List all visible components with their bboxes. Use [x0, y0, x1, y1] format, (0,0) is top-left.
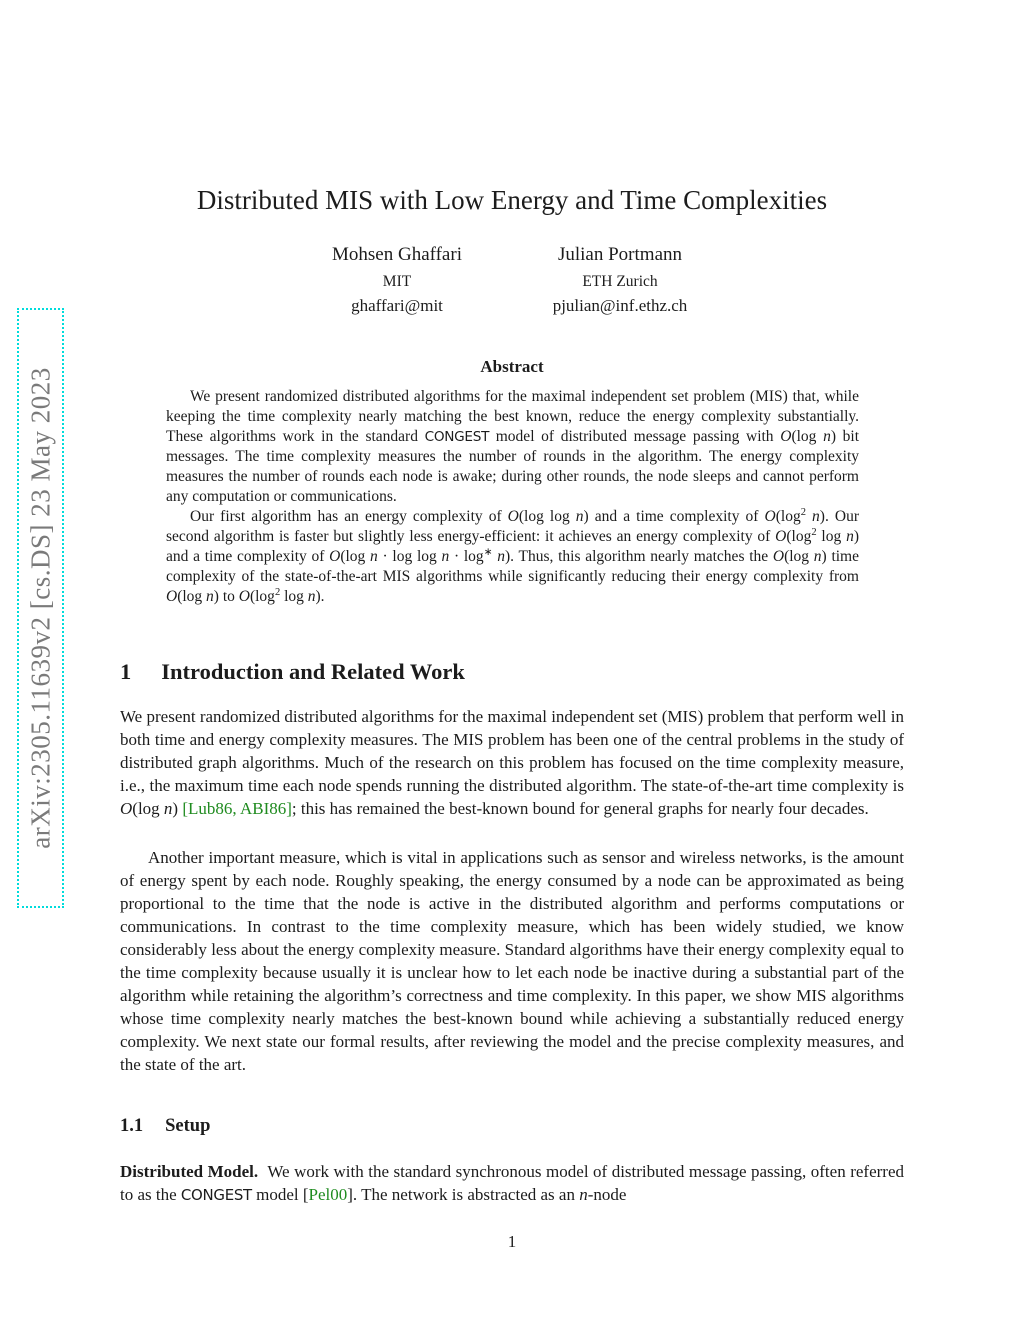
author-email: ghaffari@mit — [351, 296, 443, 315]
citation-link[interactable]: [Lub86, ABI86] — [182, 799, 292, 818]
section-title: Setup — [165, 1116, 211, 1136]
text-segment: ). — [315, 588, 325, 605]
text-segment: n — [497, 548, 505, 565]
abstract-body — [166, 387, 859, 607]
text-segment: ) time complexity of the state-of-the-art MIS algorithms while significantly reducing their energy complexity from — [166, 548, 859, 585]
text-segment: We present randomized distributed algorithms for the maximal independent set problem (MIS) that, while keeping the time complexity nearly matching the best known, reduce the energy complexity substantially. These algorithms work in the standard — [166, 388, 859, 445]
text-segment: log — [280, 588, 308, 605]
text-segment: ; this has remained the best-known bound for general graphs for nearly four decades. — [291, 799, 869, 818]
text-segment: n — [823, 428, 831, 445]
text-segment: n — [846, 528, 854, 545]
text-segment: O — [329, 548, 341, 565]
text-segment: · log log — [377, 548, 442, 565]
text-segment: (log — [775, 508, 801, 525]
section-number: 1 — [120, 659, 132, 684]
text-segment: O — [764, 508, 776, 525]
text-segment: ) and a time complexity of — [166, 528, 859, 565]
text-segment: ) bit messages. The time complexity measures the number of rounds in the algorithm. The energy complexity measures the number of rounds each node is awake; during other rounds, the node sleeps and cannot perform any computation or communications. — [166, 428, 860, 505]
text-segment: O — [775, 528, 787, 545]
intro-paragraph-2 — [120, 846, 904, 1076]
text-segment: CONGEST — [180, 1186, 252, 1204]
paragraph-text — [120, 1160, 904, 1207]
paragraph-text — [120, 705, 904, 820]
text-segment: log — [816, 528, 847, 545]
citation-link[interactable]: Pel00 — [308, 1185, 348, 1204]
text-segment: n — [579, 1185, 588, 1204]
author-affiliation: ETH Zurich — [582, 273, 658, 290]
text-segment: ) — [172, 799, 183, 818]
author-name: Mohsen Ghaffari — [332, 244, 462, 265]
text-segment: 2 — [811, 526, 817, 538]
author-block-2 — [500, 243, 740, 317]
text-segment: ∗ — [483, 546, 493, 558]
text-segment: ) to — [213, 588, 239, 605]
abstract-paragraph-2 — [166, 507, 859, 607]
text-segment: 2 — [274, 586, 281, 598]
paper-title: Distributed MIS with Low Energy and Time Complexities — [196, 185, 828, 215]
author-affiliation: MIT — [382, 273, 412, 290]
paragraph-text — [120, 846, 904, 1076]
author-block-1 — [277, 243, 517, 317]
section-number: 1.1 — [120, 1116, 144, 1136]
text-segment: O — [507, 508, 519, 525]
text-segment: n — [575, 508, 584, 525]
subsection-heading-1-1 — [120, 1116, 210, 1137]
text-segment: O — [772, 548, 785, 565]
text-segment: (log — [791, 428, 824, 445]
author-name: Julian Portmann — [557, 244, 683, 265]
text-segment: (log — [249, 588, 275, 605]
text-segment: n — [163, 799, 173, 818]
text-segment: O — [238, 588, 250, 605]
text-segment: 2 — [800, 506, 806, 518]
text-segment: ). Our second algorithm is faster but slightly less energy-efficient: it achieves an energy complexity of — [166, 508, 859, 545]
text-segment: model [ — [251, 1185, 309, 1204]
arxiv-stamp-link[interactable] — [17, 308, 64, 908]
text-segment: O — [780, 428, 792, 445]
text-segment: n — [206, 588, 214, 605]
arxiv-stamp-text: arXiv:2305.11639v2 [cs.DS] 23 May 2023 — [25, 367, 55, 849]
section-heading-1 — [120, 659, 465, 685]
text-segment: Another important measure, which is vital in applications such as sensor and wireless networks, is the amount of energy spent by each node. Roughly speaking, the energy consumed by a node can be approximated as being proportional to the time that the node is active in the distributed algorithm and performs computations or communications. In contrast to the time complexity measure, which has been widely studied, we know considerably less about the energy complexity measure. Standard algorithms have their energy complexity equal to the time complexity because usually it is unclear how to let each node be inactive during a substantial part of the algorithm while retaining the algorithm’s correctness and time complexity. In this paper, we show MIS algorithms whose time complexity nearly matches the best-known bound while achieving a substantially reduced energy complexity. We next state our formal results, after reviewing the model and the precise complexity measures, and the state of the art. — [120, 848, 904, 1074]
text-segment: n — [370, 548, 378, 565]
text-segment: n — [307, 588, 316, 605]
text-segment: Our first algorithm has an energy complexity of — [190, 508, 508, 525]
text-segment: (log — [177, 588, 207, 605]
intro-paragraph-1 — [120, 705, 904, 820]
text-segment: ) and a time complexity of — [583, 508, 765, 525]
text-segment: (log — [786, 528, 812, 545]
abstract-heading: Abstract — [480, 357, 544, 376]
text-segment: (log — [340, 548, 371, 565]
text-segment: -node — [587, 1185, 627, 1204]
text-segment: (log log — [518, 508, 576, 525]
text-segment: (log — [784, 548, 814, 565]
text-segment: ]. The network is abstracted as an — [347, 1185, 580, 1204]
author-email: pjulian@inf.ethz.ch — [552, 296, 688, 315]
text-segment: · log — [449, 548, 484, 565]
text-segment: n — [441, 548, 450, 565]
text-segment: n — [813, 548, 822, 565]
text-segment: Distributed Model. — [120, 1162, 259, 1181]
text-segment: model of distributed message passing with — [489, 428, 781, 445]
text-segment: n — [812, 508, 820, 525]
setup-paragraph — [120, 1160, 904, 1207]
text-segment: O — [166, 588, 178, 605]
section-title: Introduction and Related Work — [161, 659, 465, 684]
abstract-paragraph-1 — [166, 387, 859, 507]
text-segment: We present randomized distributed algorithms for the maximal independent set (MIS) problem that perform well in both time and energy complexity measures. The MIS problem has been one of the central problems in the study of distributed graph algorithms. Much of the research on this problem has focused on the time complexity measure, i.e., the maximum time each node spends running the distributed algorithm. The state-of-the-art time complexity is — [120, 707, 904, 795]
text-segment: We work with the standard synchronous model of distributed message passing, often referred to as the — [120, 1162, 904, 1204]
page-number: 1 — [507, 1232, 517, 1251]
text-segment: O — [120, 799, 133, 818]
text-segment: CONGEST — [424, 429, 490, 445]
text-segment: (log — [132, 799, 164, 818]
text-segment: ). Thus, this algorithm nearly matches the — [505, 548, 773, 565]
